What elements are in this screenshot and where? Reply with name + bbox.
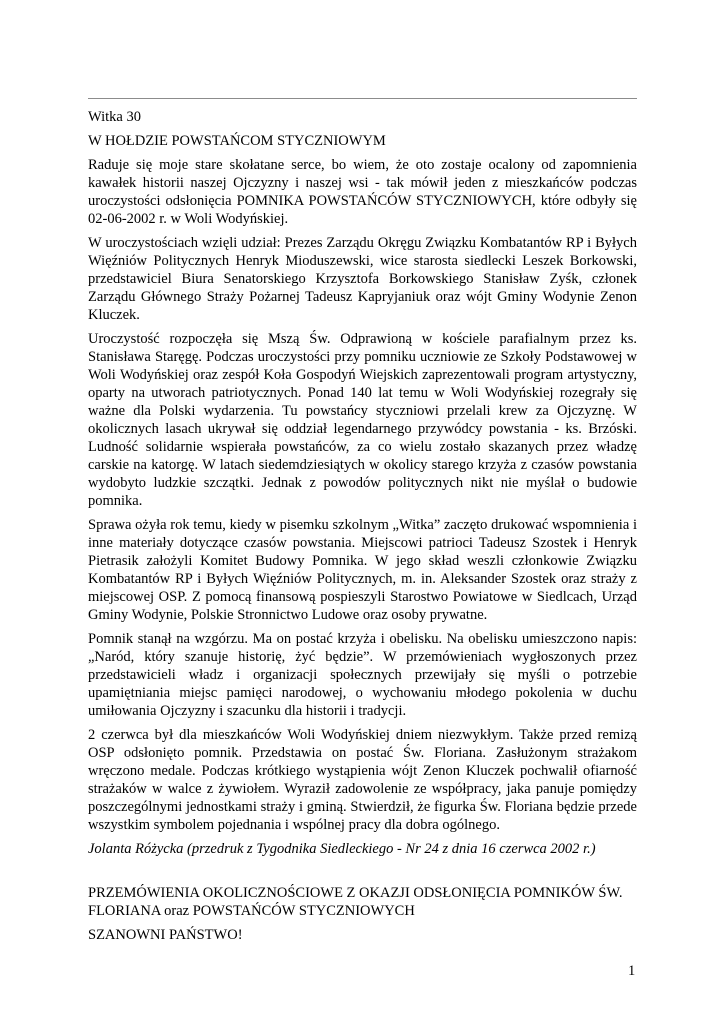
header-rule: [88, 98, 637, 99]
page-number: 1: [628, 963, 636, 979]
article-title: W HOŁDZIE POWSTAŃCOM STYCZNIOWYM: [88, 133, 386, 149]
paragraph-1: Raduje się moje stare skołatane serce, bo wiem, że oto zostaje ocalony od zapomnienia kawałek historii naszej Ojczyzny i naszej wsi - tak mówił jeden z mieszkańców podczas uroczystości odsłonięcia POMNIKA POWSTAŃCÓW STYCZNIOWYCH, które odbyły się 02-06-2002 r. w Woli Wodyńskiej.: [88, 157, 637, 227]
document-header: Witka 30: [88, 109, 141, 125]
paragraph-6: 2 czerwca był dla mieszkańców Woli Wodyńskiej dniem niezwykłym. Także przed remizą OSP odsłonięto pomnik. Przedstawia on postać Św. Floriana. Zasłużonym strażakom wręczono medale. Podczas krótkiego wystąpienia wójt Zenon Kluczek pochwalił ofiarność strażaków w walce z żywiołem. Wyraził zadowolenie ze współpracy, jaka panuje pomiędzy poszczególnymi jednostkami straży i gminą. Stwierdził, że figurka Św. Floriana będzie przede wszystkim symbolem pojednania i wspólnej pracy dla dobra ogólnego.: [88, 727, 637, 833]
article-signature: Jolanta Różycka (przedruk z Tygodnika Siedleckiego - Nr 24 z dnia 16 czerwca 2002 r.): [88, 841, 596, 857]
paragraph-3: Uroczystość rozpoczęła się Mszą Św. Odprawioną w kościele parafialnym przez ks. Stanisława Staręgę. Podczas uroczystości przy pomniku uczniowie ze Szkoły Podstawowej w Woli Wodyńskiej oraz zespół Koła Gospodyń Wiejskich zaprezentowali program artystyczny, oparty na utworach patriotycznych. Ponad 140 lat temu w Woli Wodyńskiej rozegrały się ważne dla Polski wydarzenia. Tu powstańcy styczniowi przelali krew za Ojczyznę. W okolicznych lasach ukrywał się oddział legendarnego przywódcy powstania - ks. Brzóski. Ludność solidarnie wspierała powstańców, za co wielu zostało skazanych przez władzę carskie na katorgę. W latach siedemdziesiątych w okolicy starego krzyża z czasów powstania wydobyto ludzkie szczątki. Jednak z powodów politycznych nikt nie myślał o budowie pomnika.: [88, 331, 637, 509]
paragraph-5: Pomnik stanął na wzgórzu. Ma on postać krzyża i obelisku. Na obelisku umieszczono napis: „Naród, który szanuje historię, żyć będzie”. W przemówieniach wygłoszonych przez przedstawicieli władz i organizacji społecznych przewijały się myśli o potrzebie upamiętniania miejsc pamięci narodowej, o wychowaniu młodego pokolenia w duchu umiłowania Ojczyzny i szacunku dla historii i tradycji.: [88, 631, 637, 719]
greeting: SZANOWNI PAŃSTWO!: [88, 927, 243, 943]
section-title: PRZEMÓWIENIA OKOLICZNOŚCIOWE Z OKAZJI ODSŁONIĘCIA POMNIKÓW ŚW. FLORIANA oraz POWSTAŃCÓW STYCZNIOWYCH: [88, 885, 623, 919]
page-content: [88, 108, 637, 950]
paragraph-4: Sprawa ożyła rok temu, kiedy w pisemku szkolnym „Witka” zaczęto drukować wspomnienia i inne materiały dotyczące czasów powstania. Miejscowi patrioci Tadeusz Szostek i Henryk Pietrasik założyli Komitet Budowy Pomnika. W jego skład weszli członkowie Związku Kombatantów RP i Byłych Więźniów Politycznych, m. in. Aleksander Szostek oraz straży z miejscowej OSP. Z pomocą finansową pospieszyli Starostwo Powiatowe w Siedlcach, Urząd Gminy Wodynie, Polskie Stronnictwo Ludowe oraz osoby prywatne.: [88, 517, 637, 623]
paragraph-2: W uroczystościach wzięli udział: Prezes Zarządu Okręgu Związku Kombatantów RP i Byłych Więźniów Politycznych Henryk Mioduszewski, wice starosta siedlecki Leszek Borkowski, przedstawiciel Biura Senatorskiego Krzysztofa Borkowskiego Stanisław Zyśk, członek Zarządu Głównego Straży Pożarnej Tadeusz Kapryjaniuk oraz wójt Gminy Wodynie Zenon Kluczek.: [88, 235, 637, 323]
